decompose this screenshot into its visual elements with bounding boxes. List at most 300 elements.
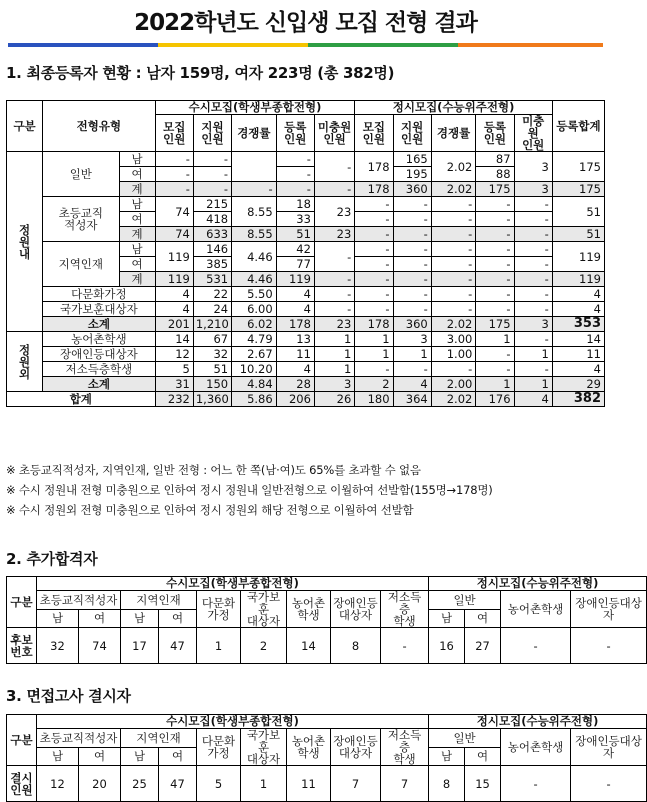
col-2: 다문화 가정 <box>197 729 241 766</box>
value-cell: 7 <box>381 766 429 802</box>
cell: - <box>276 182 314 197</box>
cell: 165 <box>393 152 431 167</box>
note-2: ※ 수시 정원내 전형 미충원으로 인하여 정시 정원내 일반전형으로 이월하여 선발함(155명→178명) <box>6 483 493 497</box>
gender-label: 계 <box>119 227 155 242</box>
table-row <box>7 197 605 212</box>
col-disabled: 장애인등대상 자 <box>571 591 647 628</box>
col-2: 다문화 가정 <box>197 591 241 628</box>
cell: - <box>193 167 231 182</box>
type-label: 지역인재 <box>43 242 119 287</box>
value-cell: 74 <box>79 628 121 664</box>
subheader-unfilled-susi: 미충원 인원 <box>314 115 354 152</box>
cell: 1.00 <box>431 347 476 362</box>
cell: 18 <box>276 197 314 212</box>
cell: - <box>431 197 476 212</box>
cell: - <box>476 347 514 362</box>
cell: - <box>393 242 431 257</box>
value-cell: - <box>571 628 647 664</box>
note-1: ※ 초등교직적성자, 지역인재, 일반 전형 : 어느 한 쪽(남·여)도 65%를 초과할 수 없음 <box>6 463 421 477</box>
cell: 29 <box>552 377 604 392</box>
value-cell: 15 <box>465 766 501 802</box>
row-label: 결시 인원 <box>7 766 37 802</box>
cell: - <box>355 227 393 242</box>
col-rural: 농어촌학생 <box>501 591 571 628</box>
cell: 3 <box>314 377 354 392</box>
cell: 51 <box>552 227 604 242</box>
cell: 67 <box>193 332 231 347</box>
color-bar-green <box>308 43 458 47</box>
color-bar-blue <box>8 43 158 47</box>
cell: 33 <box>276 212 314 227</box>
value-cell: 8 <box>331 628 381 664</box>
cell: 4 <box>276 362 314 377</box>
cell: 4.84 <box>232 377 277 392</box>
table-row <box>7 332 605 347</box>
additional-pass-table <box>6 576 647 664</box>
cell: 119 <box>155 272 193 287</box>
cell: 175 <box>476 182 514 197</box>
cell: 5.86 <box>232 392 277 407</box>
cell: 150 <box>193 377 231 392</box>
page-title: 2022학년도 신입생 모집 전형 결과 <box>134 10 477 36</box>
cell: 1 <box>476 377 514 392</box>
cell: 51 <box>193 362 231 377</box>
cell: 3 <box>514 182 552 197</box>
cell: 24 <box>193 302 231 317</box>
cell: 1 <box>476 332 514 347</box>
col-4: 농어촌 학생 <box>287 591 331 628</box>
cell: 175 <box>552 182 604 197</box>
cell: 3.00 <box>431 332 476 347</box>
cell: 4 <box>155 302 193 317</box>
type-label: 다문화가정 <box>43 287 156 302</box>
cell: - <box>314 182 354 197</box>
cell: 4.46 <box>232 272 277 287</box>
cell: 178 <box>276 317 314 332</box>
cell: - <box>431 362 476 377</box>
gender-f: 여 <box>159 609 197 628</box>
cell: 1 <box>314 347 354 362</box>
cell: 119 <box>155 242 193 272</box>
title-banner <box>0 0 611 50</box>
cell: 364 <box>393 392 431 407</box>
cell: 32 <box>193 347 231 362</box>
cell: 3 <box>393 332 431 347</box>
cell: - <box>232 182 277 197</box>
cell: 175 <box>476 317 514 332</box>
gender-label: 여 <box>119 167 155 182</box>
cell: - <box>393 257 431 272</box>
table-row <box>7 362 605 377</box>
cell: - <box>155 167 193 182</box>
group-out: 정 원 외 <box>7 332 43 392</box>
cell: - <box>355 257 393 272</box>
cell: - <box>476 197 514 212</box>
cell: - <box>355 302 393 317</box>
col-teacher: 초등교직적성자 <box>37 729 121 748</box>
cell: - <box>314 152 354 182</box>
cell: 178 <box>355 317 393 332</box>
cell: 2.02 <box>431 182 476 197</box>
col-5: 장애인등 대상자 <box>331 729 381 766</box>
cell: - <box>431 212 476 227</box>
cell: - <box>431 257 476 272</box>
cell: 119 <box>552 242 604 272</box>
gender-f: 여 <box>159 747 197 766</box>
cell: 1 <box>514 377 552 392</box>
cell: - <box>514 212 552 227</box>
value-cell: 16 <box>429 628 465 664</box>
grand-total-label: 합계 <box>7 392 156 407</box>
gender-f: 여 <box>79 747 121 766</box>
col-3: 국가보훈 대상자 <box>241 729 287 766</box>
cell: - <box>476 287 514 302</box>
cell: - <box>314 272 354 287</box>
cell: - <box>314 302 354 317</box>
cell: - <box>276 167 314 182</box>
cell: - <box>393 287 431 302</box>
cell: 14 <box>552 332 604 347</box>
cell: 633 <box>193 227 231 242</box>
cell: 51 <box>276 227 314 242</box>
note-3: ※ 수시 정원외 전형 미충원으로 인하여 정시 정원외 해당 전형으로 이월하여 선발함 <box>6 503 414 517</box>
header-jungsi: 정시모집(수능위주전형) <box>355 101 553 115</box>
cell: 26 <box>314 392 354 407</box>
type-label: 장애인등대상자 <box>43 347 156 362</box>
section2-title: 2. 추가합격자 <box>6 550 98 568</box>
cell: 11 <box>552 347 604 362</box>
value-cell: 1 <box>241 766 287 802</box>
cell: - <box>155 152 193 167</box>
cell: - <box>431 272 476 287</box>
cell: 2.02 <box>431 317 476 332</box>
value-cell: - <box>381 628 429 664</box>
cell: 1 <box>355 347 393 362</box>
registration-table <box>6 100 605 407</box>
cell: 5.50 <box>232 287 277 302</box>
cell: - <box>393 362 431 377</box>
cell: 119 <box>552 272 604 287</box>
cell: 1 <box>355 332 393 347</box>
value-cell: 14 <box>287 628 331 664</box>
gender-f: 여 <box>465 747 501 766</box>
col-teacher: 초등교직적성자 <box>37 591 121 610</box>
header-jungsi: 정시모집(수능위주전형) <box>429 715 647 729</box>
cell: - <box>393 227 431 242</box>
cell: 178 <box>355 182 393 197</box>
header-gubun: 구분 <box>7 715 37 766</box>
cell: 180 <box>355 392 393 407</box>
cell: 8.55 <box>232 227 277 242</box>
cell: - <box>514 287 552 302</box>
col-regional: 지역인재 <box>121 729 197 748</box>
cell: 178 <box>355 152 393 182</box>
value-cell: 47 <box>159 766 197 802</box>
cell: 23 <box>314 317 354 332</box>
cell: - <box>355 197 393 212</box>
cell: 2.02 <box>431 392 476 407</box>
cell: - <box>314 242 354 272</box>
col-5: 장애인등 대상자 <box>331 591 381 628</box>
value-cell: 2 <box>241 628 287 664</box>
cell: 232 <box>155 392 193 407</box>
cell: 2.67 <box>232 347 277 362</box>
cell: - <box>431 302 476 317</box>
value-cell: 20 <box>79 766 121 802</box>
cell: 12 <box>155 347 193 362</box>
col-4: 농어촌 학생 <box>287 729 331 766</box>
cell: 14 <box>155 332 193 347</box>
cell: - <box>355 212 393 227</box>
cell: - <box>476 302 514 317</box>
cell: - <box>431 227 476 242</box>
gender-m: 남 <box>121 609 159 628</box>
header-jungsi: 정시모집(수능위주전형) <box>429 577 647 591</box>
cell: 382 <box>552 392 604 407</box>
gender-label: 남 <box>119 152 155 167</box>
cell: 4 <box>276 302 314 317</box>
cell: 119 <box>276 272 314 287</box>
cell: - <box>514 257 552 272</box>
cell: - <box>476 242 514 257</box>
group-in: 정 원 내 <box>7 152 43 332</box>
gender-m: 남 <box>37 609 79 628</box>
cell: 1 <box>393 347 431 362</box>
gender-label: 계 <box>119 182 155 197</box>
subheader-unfilled-jungsi: 미충원 인원 <box>514 115 552 152</box>
cell: 2 <box>355 377 393 392</box>
cell: 418 <box>193 212 231 227</box>
header-susi: 수시모집(학생부종합전형) <box>155 101 355 115</box>
cell <box>232 152 277 182</box>
col-general: 일반 <box>429 729 501 748</box>
cell: 5 <box>155 362 193 377</box>
gender-label: 여 <box>119 212 155 227</box>
type-label: 국가보훈대상자 <box>43 302 156 317</box>
gender-f: 여 <box>79 609 121 628</box>
cell: 353 <box>552 317 604 332</box>
col-6: 저소득층 학생 <box>381 729 429 766</box>
subheader-reg-jungsi: 등록 인원 <box>476 115 514 152</box>
cell: - <box>393 272 431 287</box>
cell: - <box>514 332 552 347</box>
header-susi: 수시모집(학생부종합전형) <box>37 577 429 591</box>
gender-label: 남 <box>119 242 155 257</box>
cell: - <box>431 287 476 302</box>
cell: 206 <box>276 392 314 407</box>
cell: - <box>393 302 431 317</box>
cell: 1,210 <box>193 317 231 332</box>
cell: - <box>476 272 514 287</box>
header-gubun: 구분 <box>7 577 37 628</box>
cell: 4.46 <box>232 242 277 272</box>
table-row <box>7 392 605 407</box>
cell: 88 <box>476 167 514 182</box>
type-label: 초등교직 적성자 <box>43 197 119 242</box>
value-cell: - <box>501 628 571 664</box>
cell: 87 <box>476 152 514 167</box>
subheader-reg-susi: 등록 인원 <box>276 115 314 152</box>
header-susi: 수시모집(학생부종합전형) <box>37 715 429 729</box>
cell: 1 <box>314 362 354 377</box>
cell: 4.79 <box>232 332 277 347</box>
cell: 3 <box>514 152 552 182</box>
col-6: 저소득층 학생 <box>381 591 429 628</box>
cell: - <box>155 182 193 197</box>
cell: 31 <box>155 377 193 392</box>
value-cell: - <box>571 766 647 802</box>
cell: 42 <box>276 242 314 257</box>
gender-label: 계 <box>119 272 155 287</box>
cell: - <box>276 152 314 167</box>
section3-title: 3. 면접고사 결시자 <box>6 687 131 705</box>
cell: - <box>476 257 514 272</box>
subheader-apply-susi: 지원 인원 <box>193 115 231 152</box>
cell: 2.00 <box>431 377 476 392</box>
subheader-recruit-jungsi: 모집 인원 <box>355 115 393 152</box>
cell: 4 <box>514 392 552 407</box>
table-row <box>7 317 605 332</box>
value-cell: 8 <box>429 766 465 802</box>
cell: 11 <box>276 347 314 362</box>
type-label: 저소득층학생 <box>43 362 156 377</box>
cell: 146 <box>193 242 231 257</box>
cell: - <box>514 242 552 257</box>
cell: 77 <box>276 257 314 272</box>
value-cell: 17 <box>121 628 159 664</box>
cell: - <box>193 152 231 167</box>
row-label: 후보 번호 <box>7 628 37 664</box>
gender-m: 남 <box>37 747 79 766</box>
type-label: 일반 <box>43 152 119 197</box>
cell: 360 <box>393 317 431 332</box>
cell: 4 <box>276 287 314 302</box>
value-cell: 7 <box>331 766 381 802</box>
table-row <box>7 152 605 167</box>
cell: - <box>393 212 431 227</box>
type-label: 농어촌학생 <box>43 332 156 347</box>
color-bar-yellow <box>158 43 308 47</box>
cell: 176 <box>476 392 514 407</box>
cell: 385 <box>193 257 231 272</box>
cell: 23 <box>314 227 354 242</box>
cell: - <box>514 272 552 287</box>
cell: - <box>476 227 514 242</box>
gender-m: 남 <box>121 747 159 766</box>
cell: 6.02 <box>232 317 277 332</box>
cell: - <box>514 302 552 317</box>
cell: - <box>314 287 354 302</box>
subtotal-label: 소계 <box>43 317 156 332</box>
gender-f: 여 <box>465 609 501 628</box>
cell: - <box>514 197 552 212</box>
cell: - <box>476 212 514 227</box>
cell: 215 <box>193 197 231 212</box>
cell: 2.02 <box>431 152 476 182</box>
cell: 195 <box>393 167 431 182</box>
cell: 1,360 <box>193 392 231 407</box>
cell: - <box>193 182 231 197</box>
col-rural: 농어촌학생 <box>501 729 571 766</box>
cell: 22 <box>193 287 231 302</box>
cell: 1 <box>514 347 552 362</box>
cell: - <box>355 242 393 257</box>
cell: 201 <box>155 317 193 332</box>
cell: - <box>355 362 393 377</box>
cell: 4 <box>552 302 604 317</box>
value-cell: 32 <box>37 628 79 664</box>
gender-m: 남 <box>429 747 465 766</box>
header-total: 등록합계 <box>552 101 604 152</box>
subheader-apply-jungsi: 지원 인원 <box>393 115 431 152</box>
col-3: 국가보훈 대상자 <box>241 591 287 628</box>
cell: 13 <box>276 332 314 347</box>
section1-title: 1. 최종등록자 현황 : 남자 159명, 여자 223명 (총 382명) <box>6 64 395 82</box>
cell: 531 <box>193 272 231 287</box>
value-cell: - <box>501 766 571 802</box>
cell: 4 <box>155 287 193 302</box>
header-type: 전형유형 <box>43 101 156 152</box>
value-cell: 47 <box>159 628 197 664</box>
gender-label: 여 <box>119 257 155 272</box>
cell: - <box>476 362 514 377</box>
col-regional: 지역인재 <box>121 591 197 610</box>
cell: - <box>393 197 431 212</box>
cell: 10.20 <box>232 362 277 377</box>
cell: 6.00 <box>232 302 277 317</box>
cell: - <box>355 287 393 302</box>
cell: 28 <box>276 377 314 392</box>
cell: 74 <box>155 227 193 242</box>
cell: 4 <box>552 362 604 377</box>
color-bar-orange <box>458 43 603 47</box>
gender-m: 남 <box>429 609 465 628</box>
cell: 4 <box>552 287 604 302</box>
value-cell: 27 <box>465 628 501 664</box>
cell: - <box>514 362 552 377</box>
cell: - <box>355 272 393 287</box>
cell: 360 <box>393 182 431 197</box>
value-cell: 25 <box>121 766 159 802</box>
cell: - <box>514 227 552 242</box>
cell: 74 <box>155 197 193 227</box>
subtotal-label: 소계 <box>43 377 156 392</box>
value-cell: 11 <box>287 766 331 802</box>
absentee-table <box>6 714 647 802</box>
value-cell: 12 <box>37 766 79 802</box>
table-row <box>7 377 605 392</box>
cell: 51 <box>552 197 604 227</box>
table-row <box>7 287 605 302</box>
table-row <box>7 302 605 317</box>
cell: 8.55 <box>232 197 277 227</box>
col-general: 일반 <box>429 591 501 610</box>
table-row <box>7 242 605 257</box>
gender-label: 남 <box>119 197 155 212</box>
value-cell: 1 <box>197 628 241 664</box>
cell: 175 <box>552 152 604 182</box>
value-cell: 5 <box>197 766 241 802</box>
cell: - <box>431 242 476 257</box>
cell: 4 <box>393 377 431 392</box>
header-gubun: 구분 <box>7 101 43 152</box>
subheader-recruit-susi: 모집 인원 <box>155 115 193 152</box>
col-disabled: 장애인등대상 자 <box>571 729 647 766</box>
table-row <box>7 347 605 362</box>
cell: 23 <box>314 197 354 227</box>
subheader-rate-jungsi: 경쟁률 <box>431 115 476 152</box>
subheader-rate-susi: 경쟁률 <box>232 115 277 152</box>
